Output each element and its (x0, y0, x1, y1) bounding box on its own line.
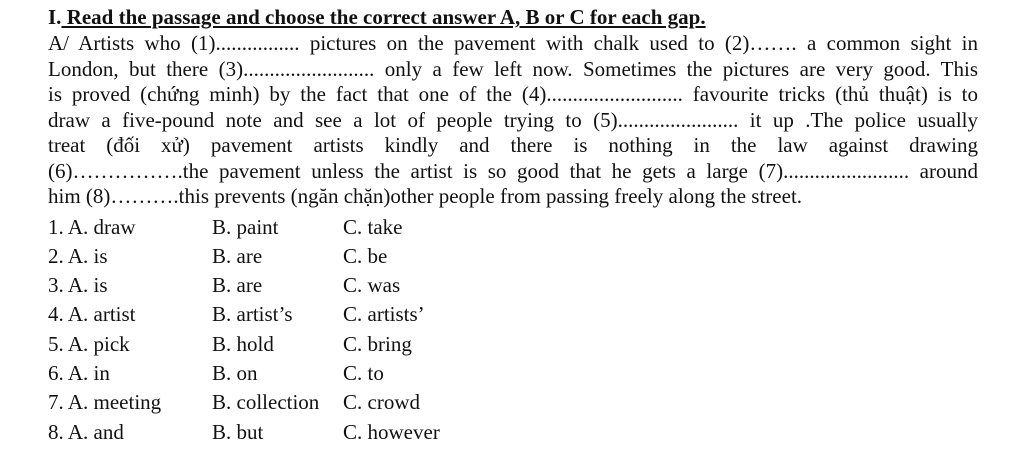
option-b: B. collection (212, 390, 320, 415)
option-a: 8. A. and (48, 419, 124, 444)
question-row (48, 242, 978, 271)
section-instruction: Read the passage and choose the correct answer A, B or C for each gap. (61, 5, 706, 29)
question-row (48, 271, 978, 300)
answer-options (48, 213, 978, 447)
option-b: B. on (212, 360, 258, 385)
passage-line: A/ Artists who (1)................ pictures on the pavement with chalk used to (2)……. a common sight in (48, 31, 978, 55)
question-row (48, 359, 978, 388)
option-c: C. artists’ (343, 302, 425, 327)
section-number: I. (48, 5, 62, 29)
question-row (48, 418, 978, 447)
option-c: C. be (343, 243, 388, 268)
option-c: C. was (343, 273, 401, 298)
option-b: B. are (212, 273, 263, 298)
passage-line: is proved (chứng minh) by the fact that one of the (4).......................... favourite tricks (thủ thuật) is to (48, 82, 978, 106)
option-b: B. are (212, 243, 263, 268)
option-c: C. however (343, 419, 440, 444)
question-row (48, 330, 978, 359)
passage-line: (6)…………….the pavement unless the artist is so good that he gets a large (7)........................ around (48, 158, 978, 183)
option-c: C. bring (343, 331, 412, 356)
option-a: 1. A. draw (48, 214, 136, 239)
option-c: C. take (343, 214, 403, 239)
option-a: 2. A. is (48, 243, 108, 268)
option-a: 6. A. in (48, 360, 110, 385)
option-b: B. hold (212, 331, 274, 356)
question-row (48, 213, 978, 242)
question-row (48, 388, 978, 417)
option-a: 7. A. meeting (48, 390, 162, 415)
option-a: 4. A. artist (48, 302, 136, 327)
option-a: 5. A. pick (48, 331, 130, 356)
option-b: B. artist’s (212, 302, 293, 327)
worksheet (48, 4, 978, 447)
option-c: C. to (343, 360, 384, 385)
option-b: B. paint (212, 214, 279, 239)
section-heading (48, 4, 978, 30)
option-a: 3. A. is (48, 273, 108, 298)
option-c: C. crowd (343, 390, 420, 415)
passage-line: London, but there (3)......................... only a few left now. Sometimes the pictures are very good. This (48, 56, 978, 81)
passage-line: him (8)……….this prevents (ngăn chặn)other people from passing freely along the street. (48, 184, 803, 208)
question-row (48, 300, 978, 329)
passage-line: treat (đối xử) pavement artists kindly and there is nothing in the law against drawing (48, 133, 978, 157)
passage-line: draw a five-pound note and see a lot of people trying to (5)....................... it up .The police usually (48, 107, 978, 132)
passage (48, 31, 978, 210)
option-b: B. but (212, 419, 264, 444)
